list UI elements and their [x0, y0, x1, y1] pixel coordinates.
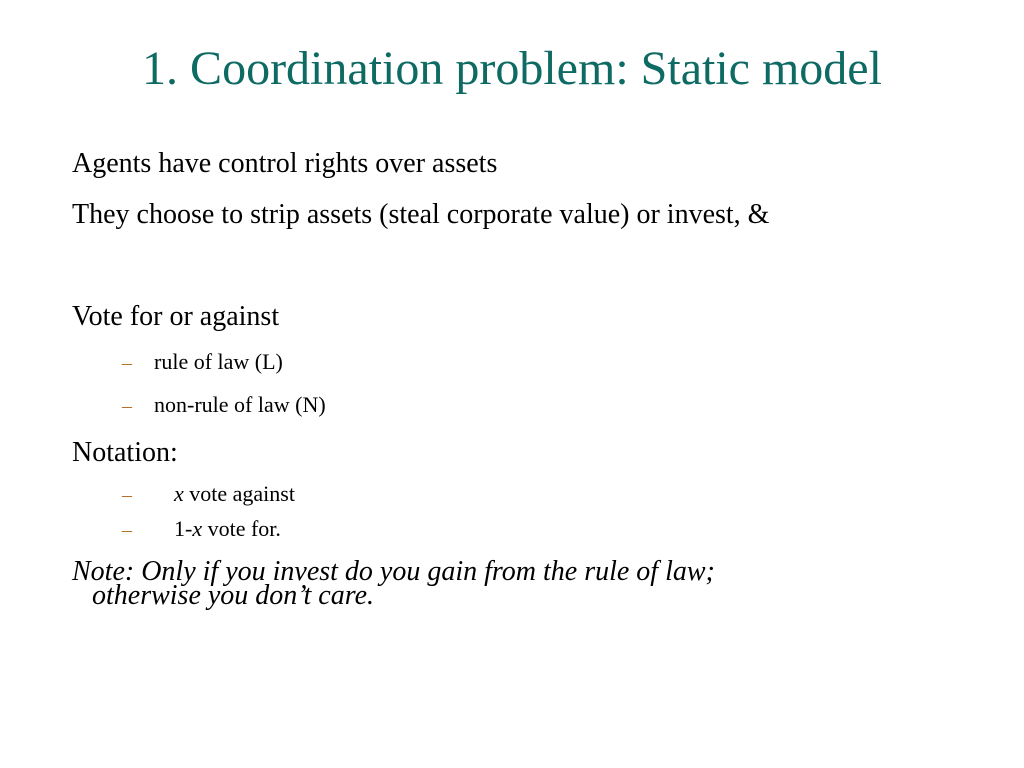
notation-suffix: vote for.	[202, 516, 281, 541]
notation-item-vote-for	[122, 515, 281, 544]
notation-prefix: 1-	[174, 516, 193, 541]
vote-option-rule-of-law	[122, 348, 283, 377]
dash-bullet: –	[122, 484, 132, 506]
notation-suffix: vote against	[183, 481, 295, 506]
vote-option-label: non-rule of law (N)	[154, 392, 326, 417]
dash-bullet: –	[122, 352, 132, 374]
dash-bullet: –	[122, 519, 132, 541]
notation-item-vote-against	[122, 480, 295, 509]
notation-heading: Notation:	[72, 437, 178, 468]
bullet-choose: They choose to strip assets (steal corporate value) or invest, &	[72, 199, 770, 230]
bullet-agents: Agents have control rights over assets	[72, 148, 498, 179]
vote-option-label: rule of law (L)	[154, 349, 283, 374]
slide-title: 1. Coordination problem: Static model	[142, 42, 882, 95]
dash-bullet: –	[122, 395, 132, 417]
note-line-2: otherwise you don’t care.	[92, 580, 375, 611]
notation-variable: x	[174, 481, 184, 506]
bullet-vote: Vote for or against	[72, 301, 280, 332]
note	[72, 556, 715, 611]
notation-variable: x	[192, 516, 203, 541]
note-line-1: Note: Only if you invest do you gain from the rule of law;	[72, 556, 715, 587]
vote-option-non-rule-of-law	[122, 391, 326, 420]
